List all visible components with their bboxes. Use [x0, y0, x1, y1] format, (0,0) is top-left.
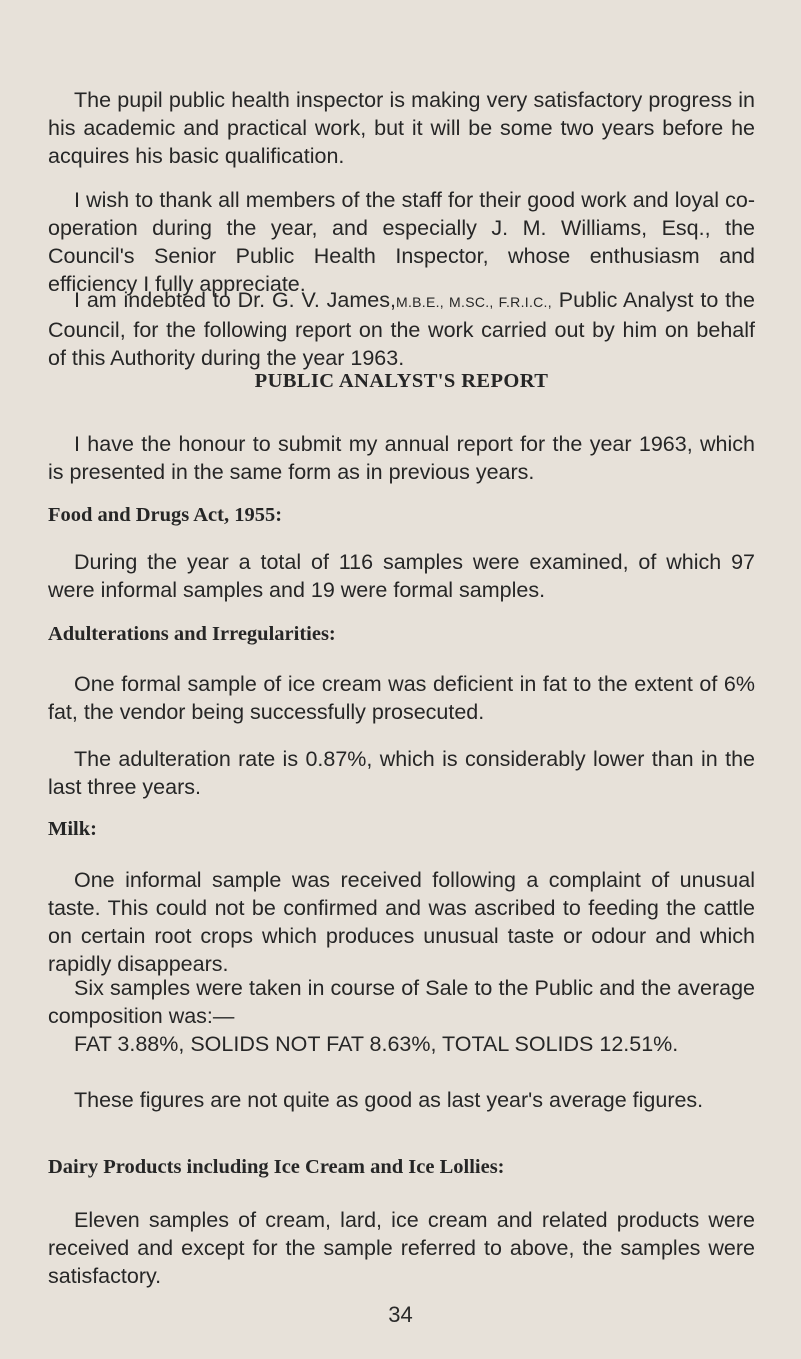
report-heading: PUBLIC ANALYST'S REPORT — [254, 370, 549, 392]
paragraph-milk-composition: FAT 3.88%, SOLIDS NOT FAT 8.63%, TOTAL SOLIDS 12.51%. — [74, 1032, 679, 1056]
paragraph-adulteration-rate: The adulteration rate is 0.87%, which is considerably lower than in the last three years. — [48, 747, 755, 799]
section-heading-dairy-products: Dairy Products including Ice Cream and Ice Lollies: — [48, 1156, 505, 1178]
paragraph-milk-samples: Six samples were taken in course of Sale to the Public and the average composition was:— — [48, 976, 755, 1028]
analyst-qualifications: M.B.E., M.SC., F.R.I.C., — [395, 294, 552, 310]
paragraph-milk-complaint: One informal sample was received following a complaint of unusual taste. This could not be confirmed and was ascribed to feeding the cattle on certain root crops which produces unusual taste or odour and which rapidly disappears. — [48, 868, 755, 976]
paragraph-milk-figures: These figures are not quite as good as last year's average figures. — [74, 1088, 704, 1112]
paragraph-pupil-inspector: The pupil public health inspector is making very satisfactory progress in his academic and practical work, but it will be some two years before he acquires his basic qualification. — [48, 88, 755, 168]
paragraph-ice-cream-deficient: One formal sample of ice cream was deficient in fat to the extent of 6% fat, the vendor being successfully prosecuted. — [48, 672, 755, 724]
section-heading-milk: Milk: — [48, 818, 97, 840]
paragraph-samples-examined: During the year a total of 116 samples were examined, of which 97 were informal samples and 19 were formal samples. — [48, 550, 755, 602]
paragraph-public-analyst-intro — [48, 286, 755, 372]
section-heading-food-drugs: Food and Drugs Act, 1955: — [48, 504, 283, 526]
section-heading-adulterations: Adulterations and Irregularities: — [48, 623, 336, 645]
paragraph-report-intro: I have the honour to submit my annual report for the year 1963, which is presented in the same form as in previous years. — [48, 432, 755, 484]
page-number: 34 — [388, 1302, 413, 1327]
paragraph-staff-thanks: I wish to thank all members of the staff for their good work and loyal co-operation during the year, and especially J. M. Williams, Esq., the Council's Senior Public Health Inspector, whose enthusiasm and efficiency I fully appreciate. — [48, 188, 755, 296]
paragraph-dairy-samples: Eleven samples of cream, lard, ice cream and related products were received and except for the sample referred to above, the samples were satisfactory. — [48, 1208, 755, 1288]
analyst-intro-text-continued: Public Analyst to the Council, for the following report on the work carried out by him on behalf of this Authority during the year 1963. — [48, 288, 756, 370]
analyst-intro-text: I am indebted to Dr. G. V. James, — [74, 288, 396, 312]
